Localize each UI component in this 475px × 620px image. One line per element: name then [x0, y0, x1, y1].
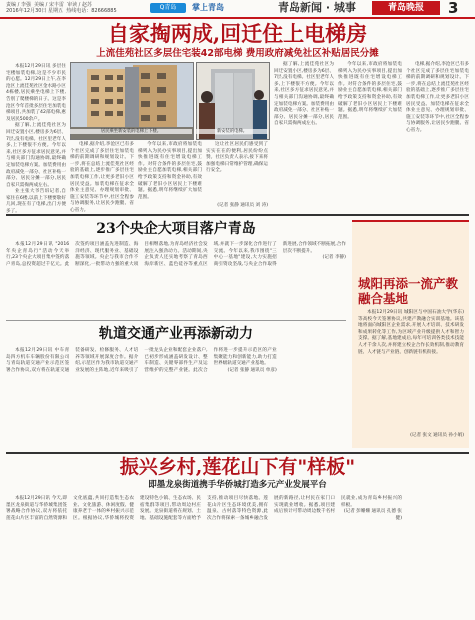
section-divider-2 — [6, 320, 346, 321]
article3-signature: (记者 张静 通讯员 单彦) — [227, 367, 277, 373]
article2-title: 23个央企大项目落户青岛 — [96, 221, 256, 237]
article2-body — [6, 242, 346, 316]
building-photo-caption: 居民乘坐新安装的电梯上下楼。 — [70, 129, 192, 134]
article1-signature: (记者 张静 通讯员 刘 涛) — [217, 203, 268, 208]
article1-subtitle: 上流佳苑社区多层住宅装42部电梯 费用政府减免社区补贴居民分摊 — [96, 48, 379, 59]
article2-signature: (记者 李静) — [322, 255, 346, 261]
article1-column-6 — [338, 62, 402, 210]
app-logo: 掌上青岛 — [192, 3, 224, 12]
article1-col4: 今年以来,市政府将加装电梯列入为民办实事项目,提出加快推进既有住宅增设电梯工作。对符合条件的多层住宅,鼓励业主自愿加装电梯,相关部门给予政策支持和资金补助,有效破解了老旧小区居民上下楼难题。据悉,明年将继续扩大加装范围。 — [138, 142, 202, 200]
article1-column-7 — [406, 62, 469, 210]
article1-col5-dup: 据了解,上流佳苑社区为回迁安置小区,楼房多为6层、7层,没有电梯。社区里老年人多,上下楼很不方便。今年以来,社区多方征求居民意见,并与相关部门沟通协调,最终确定加装电梯方案。加装费用由政府减免一部分、社区补贴一部分、居民分摊一部分,居民自家只需掏两成左右。 — [274, 62, 334, 127]
header-divider — [0, 17, 475, 19]
article1-column-2 — [70, 142, 134, 213]
page-header — [0, 0, 475, 16]
section-divider-3 — [6, 452, 469, 454]
article1-col5: 这让社区居民们感受到了实实在在的便利,居民纷纷点赞。社区负责人表示,接下来将加强电梯日常维护管理,确保运行安全。 — [206, 142, 268, 174]
article3-title: 轨道交通产业再添新动力 — [99, 326, 253, 342]
article1-para-2: 据了解,上流佳苑社区为回迁安置小区,楼房多为6层、7层,没有电梯。社区里老年人多,上下楼很不方便。今年以来,社区多方征求居民意见,并与相关部门沟通协调,最终确定加装电梯方案。加装费用由政府减免一部分、社区补贴一部分、居民分摊一部分,居民自家只需掏两成左右。 — [6, 123, 66, 188]
article4-signature: (记者 彭姗姗 通讯员 孔德 张健) — [343, 509, 402, 521]
article4-subtitle: 即墨龙泉街道携手华侨城打造多元产业发展平台 — [148, 480, 327, 490]
article1-column-1 — [6, 64, 66, 215]
section-title: 青岛新闻 · 城事 — [278, 1, 356, 14]
article1-para-3: 业主张大爷告诉记者,自家住在6楼,以前上下楼要歇好几回,现在有了电梯,出门方便多了。 — [6, 189, 66, 215]
article3-para: 本报12月29日讯 中车青岛四方机车车辆股份有限公司与青岛轨道交通产业示范区签署合作协议,双方将在轨道交通装备研发、检修服务、人才培养等领域开展深度合作。据介绍,示范区作为我市轨道交通产业发展的主阵地,近年来吸引了一批龙头企业和配套企业落户,已初步形成涵盖研发设计、整车制造、关键零部件生产及运营维护的完整产业链。此次合作将进一步提升示范区的产业集聚能力和创新能力,助力打造世界级轨道交通产业基地。 — [6, 348, 277, 373]
article1-col7: 电梯,据介绍,李沧区已有多个社区完成了多层住宅加装电梯的前期调研和规划设计。下一步,将在总结上流佳苑社区经验的基础上,逐步推广多层住宅加装电梯工作,让更多老旧小区居民受益。加装电梯在征求全体业主意见、办理规划审批、施工安装等环节中,社区全程参与协调服务,让居民少跑腿、省心省力。 — [406, 62, 469, 133]
article1-column-3 — [138, 142, 202, 210]
article1-title: 自家掏两成,回迁住上电梯房 — [107, 21, 368, 46]
sidebar-para: 本报12月29日讯 城阳区与中国石油大学(华东)等高校今天签署协议,共建产教融合实训基地。该基地将面向城阳区企业需求,开展人才培训、技术研发和成果转化等工作,为区域产业升级提供人才和智力支撑。据了解,基地建成后,每年可培训各类技术技能人才千余人次,并将建立校企合作长效机制,推动教育链、人才链与产业链、创新链有机衔接。 — [358, 310, 464, 355]
article1-column-5 — [274, 62, 334, 210]
article4-para: 本报12月29日讯 今天,即墨区龙泉街道与华侨城集团签署战略合作协议,双方将依托莲花山片区丰富的自然资源和文化底蕴,共同打造集生态农业、文化旅游、休闲度假、健康养老于一体的乡村振兴示范区。根据协议,华侨城将投资建设特色小镇、生态农场、民宿集群等项目,带动周边村庄发展。龙泉街道将在规划、土地、基础设施配套等方面给予支持,推动项目尽快落地。莲花山片区生态环境优美,拥有温泉、古村落等特色资源,此次合作将探索一条城乡融合发展的新路径,让村民在家门口实现就业增收。据悉,项目建成后预计可带动周边数千名村民就业,成为青岛乡村振兴的样板。 — [6, 496, 402, 521]
article1-para-1: 本报12月29日讯 多层住宅楼加装电梯,这是不少市民的心愿。12月29日上午,在李沧区上流佳苑社区金水路小区4栋楼,居民乘坐电梯上下楼,告别了爬楼梯的日子。这是李沧区今年首批多层住宅加装电梯项目,共加装了42部电梯,惠及居民500余户。 — [6, 64, 66, 122]
section-divider-1 — [6, 214, 469, 216]
header-editor-info: 责编 / 李强 美编 / 宋丰雷 审读 / 赵苏 2016年12月30日 星期五 热线电话：82666885 — [6, 2, 117, 14]
sidebar-title: 城阳再添一流产教融合基地 — [358, 276, 459, 306]
article1-col3: 电梯,据介绍,李沧区已有多个社区完成了多层住宅加装电梯的前期调研和规划设计。下一步,将在总结上流佳苑社区经验的基础上,逐步推广多层住宅加装电梯工作,让更多老旧小区居民受益。加装电梯在征求全体业主意见、办理规划审批、施工安装等环节中,社区全程参与协调服务,让居民少跑腿、省心省力。 — [70, 142, 134, 213]
article4-body — [6, 496, 469, 614]
building-photo-image — [71, 63, 193, 139]
article1-column-4 — [206, 142, 268, 202]
article1-col6: 今年以来,市政府将加装电梯列入为民办实事项目,提出加快推进既有住宅增设电梯工作。对符合条件的多层住宅,鼓励业主自愿加装电梯,相关部门给予政策支持和资金补助,有效破解了老旧小区居民上下楼难题。据悉,明年将继续扩大加装范围。 — [338, 62, 402, 120]
qq-logo: Q青岛 — [150, 3, 186, 13]
article2-para: 本报12月29日讯 "2016年央企青岛行"活动今天举行,23个央企大项目集中签约落户青岛,总投资超过千亿元。此次签约项目涵盖先进制造、海洋经济、现代服务业、基础设施等领域。央企与我市合作不断深化,一批带动力强的重大项目相继落地,为青岛经济社会发展注入强劲动力。活动期间,央企负责人还实地考察了青岛西海岸新区、蓝色硅谷等重点区域,并就下一步深化合作进行了交流。今年以来,我市围绕"三中心一基地"建设,大力实施招商引资攻坚战,与央企合作取得新进展,合作领域不断拓展,合作层次不断提升。 — [6, 242, 346, 267]
sidebar-body — [358, 310, 464, 430]
sidebar-signature: (记者 张文 通讯员 孙小娟) — [410, 433, 464, 438]
article4-title: 振兴乡村,莲花山下有"样板" — [119, 456, 356, 478]
elevator-photo-caption: 新安装的电梯。 — [196, 129, 268, 134]
newspaper-logo: 青岛晚报 — [372, 1, 440, 15]
elevator-photo-image — [197, 63, 269, 139]
page-number: 3 — [448, 0, 459, 17]
article3-body — [6, 348, 346, 446]
